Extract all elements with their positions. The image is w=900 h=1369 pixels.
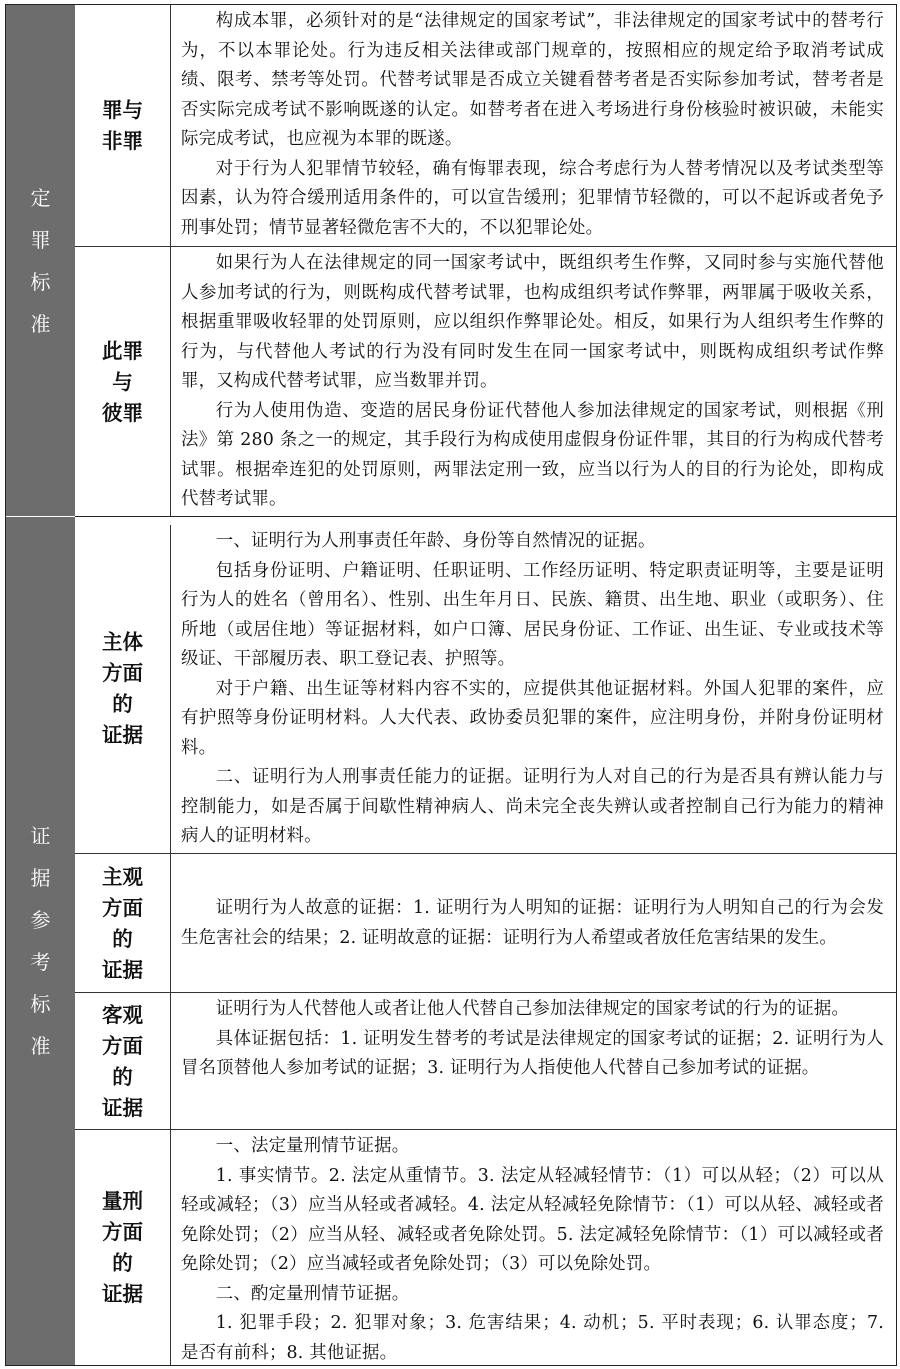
row-label-line: 的 (112, 1250, 133, 1275)
section-title-char: 证 (30, 824, 51, 848)
row-subject-evidence (75, 516, 896, 853)
section-title-char: 考 (30, 950, 51, 974)
row-label-line: 非罪 (102, 128, 143, 153)
row-label-line: 的 (112, 692, 133, 716)
section-title-char: 参 (30, 908, 51, 932)
row-label-line: 方面 (102, 1033, 143, 1058)
section-title-char: 准 (30, 311, 51, 336)
section-title-char: 标 (30, 992, 51, 1016)
section-band-conviction (6, 5, 75, 516)
row-label-line: 的 (112, 926, 133, 951)
paragraph: 行为人使用伪造、变造的居民身份证代替他人参加法律规定的国家考试，则根据《刑法》第 280 条之一的规定，其手段行为构成使用虚假身份证件罪，其目的行为构成代替考试罪。根据牵连犯的处罚原则，两罪法定刑一致，应当以行为人的目的行为论处，即构成代替考试罪。 (181, 400, 884, 509)
row-crime-vs-noncrime (75, 5, 896, 246)
paragraph: 对于行为人犯罪情节较轻，确有悔罪表现，综合考虑行为人替考情况以及考试类型等因素，认为符合缓刑适用条件的，可以宣告缓刑；犯罪情节轻微的，可以不起诉或者免予刑事处罚；情节显著轻微危害不大的，不以犯罪论处。 (181, 158, 884, 238)
row-label-line: 证据 (102, 1281, 143, 1306)
row-content (171, 525, 896, 853)
section-title-char: 据 (30, 866, 51, 890)
row-label-cell (75, 5, 171, 246)
row-label (102, 862, 143, 986)
row-label-line: 与 (112, 369, 133, 394)
paragraph: 证明行为人故意的证据：1. 证明行为人明知的证据：证明行为人明知自己的行为会发生危害社会的结果；2. 证明故意的证据：证明行为人希望或者放任危害结果的发生。 (181, 898, 884, 948)
row-label (102, 95, 143, 157)
row-label-line: 客观 (102, 1002, 143, 1027)
row-objective-evidence (75, 992, 896, 1130)
row-label-line: 罪与 (102, 97, 143, 122)
row-subjective-evidence (75, 853, 896, 993)
row-label-line: 量刑 (102, 1188, 143, 1213)
row-label-cell (75, 854, 171, 993)
row-label-line: 主观 (102, 864, 143, 889)
row-label-line: 的 (112, 1064, 133, 1089)
row-label-line: 方面 (102, 1219, 143, 1244)
row-content (171, 993, 896, 1130)
row-content (171, 854, 896, 993)
paragraph: 对于户籍、出生证等材料内容不实的，应提供其他证据材料。外国人犯罪的案件，应有护照等身份证明材料。人大代表、政协委员犯罪的案件，应注明身份，并附身份证明材料。 (181, 678, 884, 758)
row-label-cell (75, 525, 171, 853)
section-title-char: 定 (30, 185, 51, 210)
row-label-line: 此罪 (102, 338, 143, 363)
row-content (171, 5, 896, 246)
paragraph: 一、法定量刑情节证据。 (215, 1136, 410, 1156)
row-label (102, 1000, 143, 1124)
section-title-char: 罪 (30, 227, 51, 252)
row-label-line: 证据 (102, 723, 143, 747)
row-content (171, 1130, 896, 1365)
row-label-line: 主体 (102, 630, 143, 654)
paragraph: 1. 犯罪手段；2. 犯罪对象；3. 危害结果；4. 动机；5. 平时表现；6. 认罪态度；7. 是否有前科；8. 其他证据。 (181, 1313, 884, 1363)
row-label-line: 方面 (102, 661, 143, 685)
row-label-cell (75, 247, 171, 517)
paragraph: 构成本罪，必须针对的是“法律规定的国家考试”，非法律规定的国家考试中的替考行为，不以本罪论处。行为违反相关法律或部门规章的，按照相应的规定给予取消考试成绩、限考、禁考等处罚。代替考试罪是否成立关键看替考者是否实际参加考试，替考者是否实际完成考试不影响既遂的认定。如替考者在进入考场进行身份核验时被识破，未能实际完成考试，也应视为本罪的既遂。 (181, 11, 884, 149)
row-this-vs-that-crime (75, 246, 896, 517)
paragraph: 1. 事实情节。2. 法定从重情节。3. 法定从轻减轻情节：（1）可以从轻；（2）可以从轻或减轻；（3）应当从轻或者减轻。4. 法定从轻减轻免除情节：（1）可以从轻、减轻或者免除处罚；（2）应当从轻、减轻或者免除处罚。5. 法定减轻免除情节：（1）可以减轻或者免除处罚；（2）应当减轻或者免除处罚；（3）可以免除处罚。 (181, 1165, 884, 1274)
paragraph: 二、证明行为人刑事责任能力的证据。证明行为人对自己的行为是否具有辨认能力与控制能力，如是否属于间歇性精神病人、尚未完全丧失辨认或者控制自己行为能力的精神病人的证明材料。 (181, 767, 884, 846)
row-label (102, 1186, 143, 1310)
row-label-line: 证据 (102, 957, 143, 982)
criteria-table (5, 4, 897, 1366)
row-label-line: 方面 (102, 895, 143, 920)
paragraph: 如果行为人在法律规定的同一国家考试中，既组织考生作弊，又同时参与实施代替他人参加考试的行为，则既构成代替考试罪，也构成组织考试作弊罪，两罪属于吸收关系，根据重罪吸收轻罪的处罚原则，应以组织作弊罪论处。相反，如果行为人组织考生作弊的行为，与代替他人考试的行为没有同时发生在同一国家考试中，则既构成组织考试作弊罪，又构成代替考试罪，应当数罪并罚。 (181, 253, 884, 391)
row-label-line: 证据 (102, 1095, 143, 1120)
paragraph: 一、证明行为人刑事责任年龄、身份等自然情况的证据。 (215, 531, 656, 551)
section-title-char: 标 (30, 269, 51, 294)
paragraph: 二、酌定量刑情节证据。 (215, 1283, 410, 1304)
row-sentencing-evidence (75, 1129, 896, 1365)
paragraph: 包括身份证明、户籍证明、任职证明、工作经历证明、特定职责证明等，主要是证明行为人的姓名（曾用名）、性别、出生年月日、民族、籍贯、出生地、职业（或职务）、住所地（或居住地）等证据材料，如户口簿、居民身份证、工作证、出生证、专业或技术等级证、干部履历表、职工登记表、护照等。 (181, 560, 884, 669)
row-label-cell (75, 1130, 171, 1365)
row-label (102, 627, 143, 751)
row-label-cell (75, 993, 171, 1130)
paragraph: 具体证据包括：1. 证明发生替考的考试是法律规定的国家考试的证据；2. 证明行为人冒名顶替他人参加考试的证据；3. 证明行为人指使他人代替自己参加考试的证据。 (181, 1028, 884, 1078)
row-content (171, 247, 896, 517)
row-label (102, 336, 143, 429)
paragraph: 证明行为人代替他人或者让他人代替自己参加法律规定的国家考试的行为的证据。 (215, 999, 850, 1019)
section-band-evidence (6, 517, 75, 1365)
section-title-char: 准 (30, 1034, 51, 1058)
row-label-line: 彼罪 (102, 400, 143, 425)
